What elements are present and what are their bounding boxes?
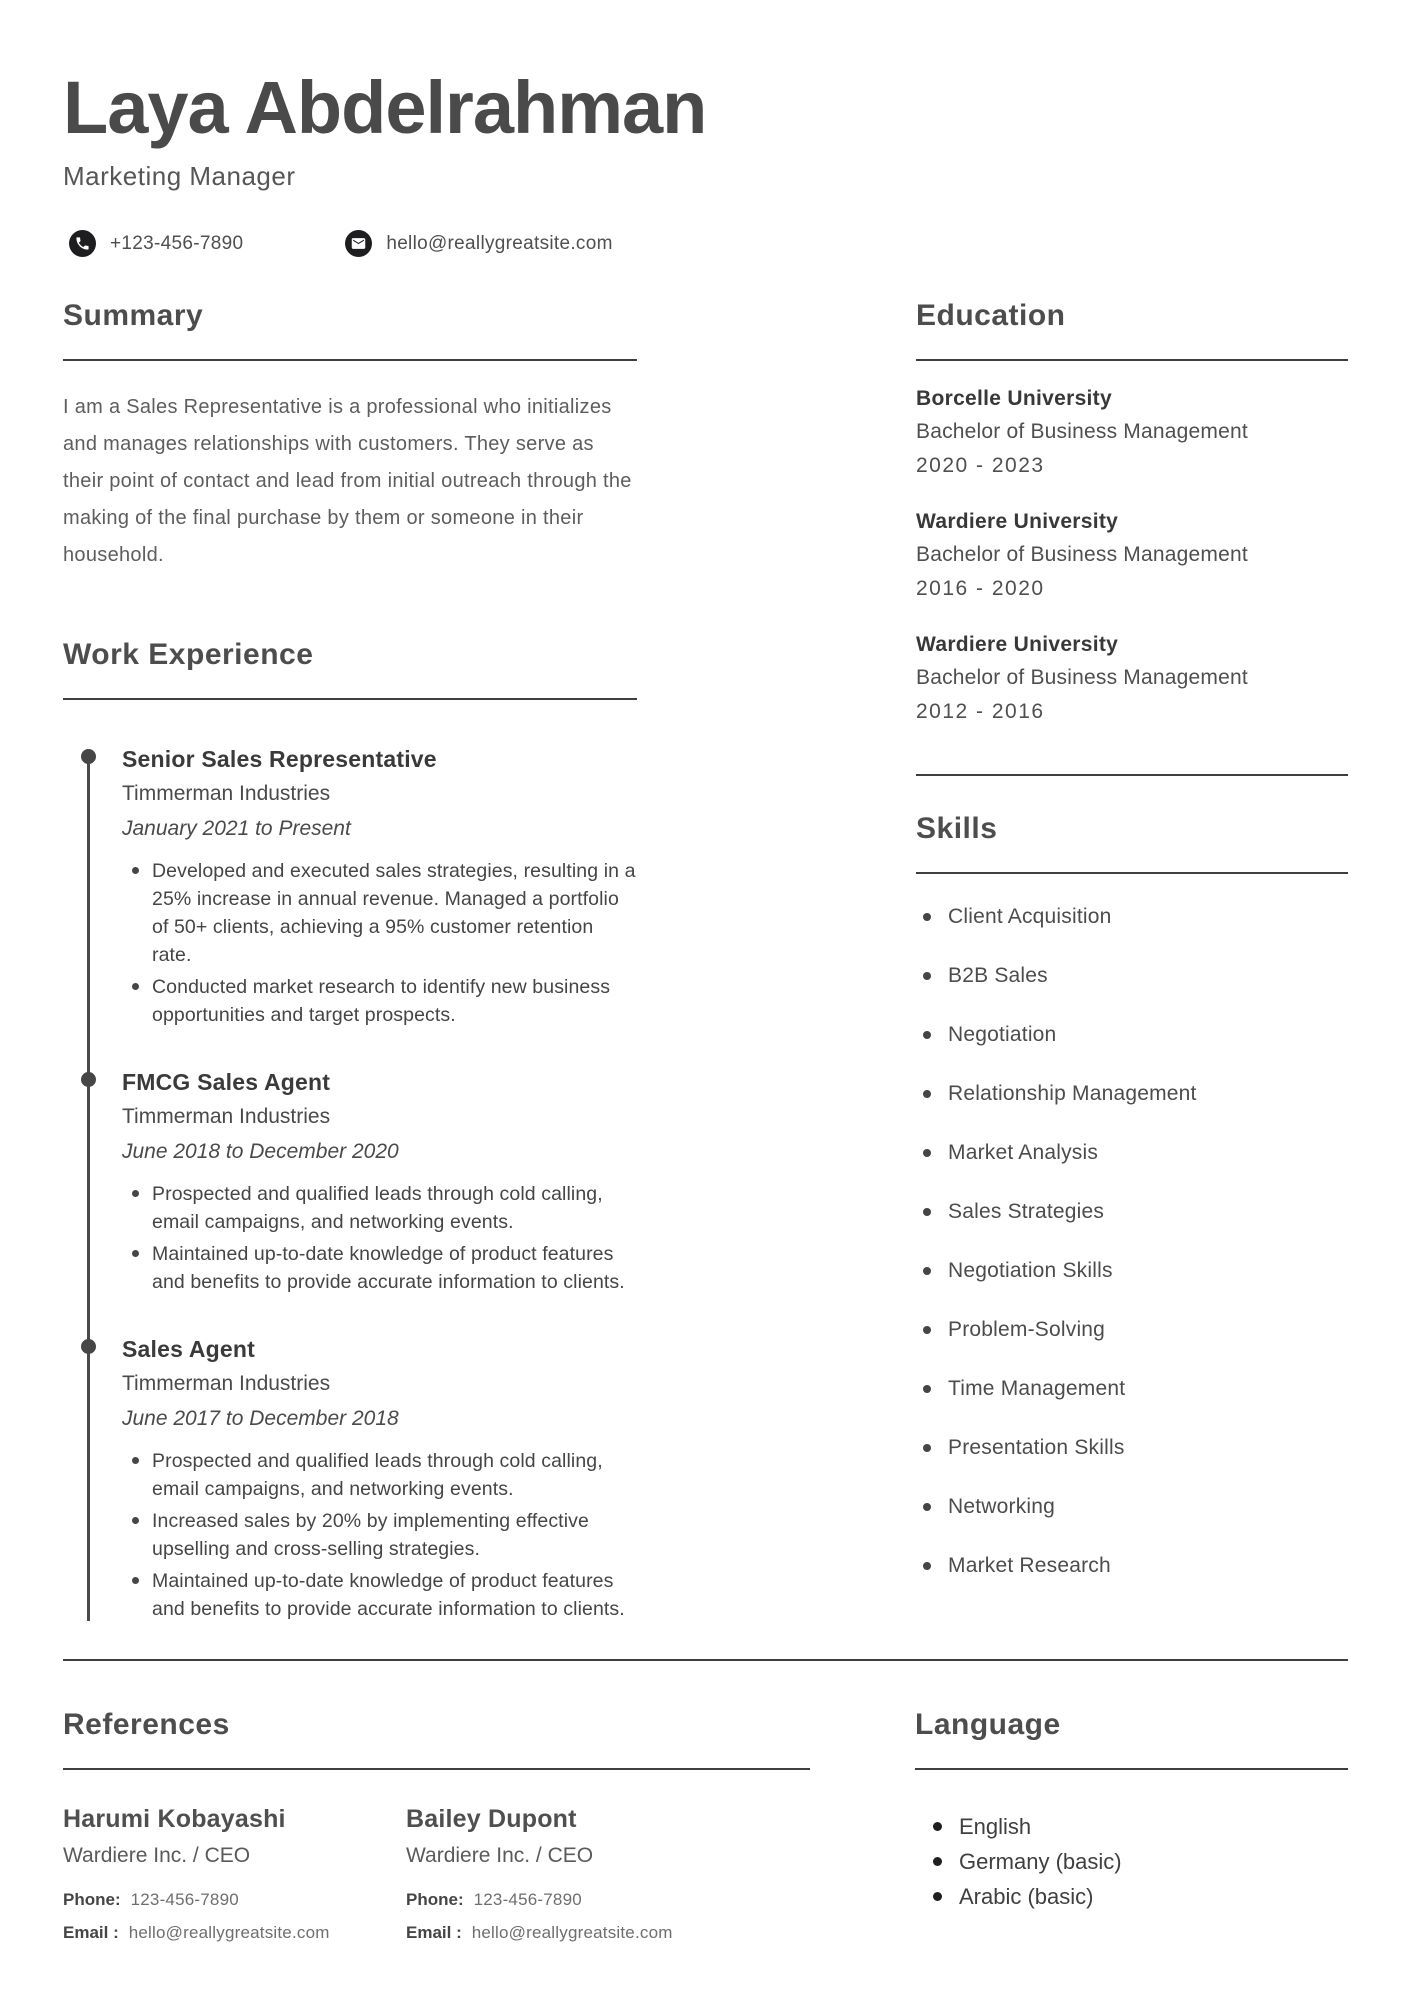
person-name: Laya Abdelrahman <box>63 66 707 149</box>
skill-item: Networking <box>948 1496 1348 1518</box>
summary-heading: Summary <box>63 299 204 333</box>
years: 2016 - 2020 <box>916 577 1045 601</box>
references-section <box>63 1708 915 1943</box>
job-dates: June 2017 to December 2018 <box>122 1407 399 1431</box>
job-bullet: Maintained up-to-date knowledge of product features and benefits to provide accurate information to clients. <box>152 1567 637 1623</box>
skill-item: Presentation Skills <box>948 1437 1348 1459</box>
phone-label: Phone: <box>63 1890 121 1910</box>
education-list <box>916 387 1348 724</box>
phone-icon <box>69 230 96 257</box>
years: 2012 - 2016 <box>916 700 1045 724</box>
timeline-dot <box>81 749 96 764</box>
reference-entry <box>406 1804 915 1943</box>
education-entry <box>916 633 1348 724</box>
job-dates: January 2021 to Present <box>122 817 351 841</box>
job-company: Timmerman Industries <box>122 1372 331 1396</box>
job-dates: June 2018 to December 2020 <box>122 1140 399 1164</box>
section-divider <box>63 359 637 361</box>
degree: Bachelor of Business Management <box>916 420 1248 444</box>
summary-text: I am a Sales Representative is a professional who initializes and manages relationships with customers. They serve as their point of contact and lead from initial outreach through the making of the final purchase by them or someone in their household. <box>63 396 632 567</box>
skill-item: Negotiation <box>948 1024 1348 1046</box>
bottom-row <box>0 1659 1414 1943</box>
section-divider <box>63 698 637 700</box>
job-company: Timmerman Industries <box>122 1105 331 1129</box>
main-columns <box>0 299 1414 1623</box>
phone-label: Phone: <box>406 1890 464 1910</box>
job-entry <box>122 1336 637 1623</box>
job-title: Sales Agent <box>122 1336 256 1363</box>
job-title: FMCG Sales Agent <box>122 1069 331 1096</box>
contact-phone <box>69 230 243 257</box>
right-column <box>916 299 1348 1577</box>
left-column <box>63 299 637 1623</box>
reference-title: Wardiere Inc. / CEO <box>406 1844 594 1868</box>
skill-item: Time Management <box>948 1378 1348 1400</box>
job-company: Timmerman Industries <box>122 782 331 806</box>
work-experience-heading: Work Experience <box>63 638 314 672</box>
reference-name: Harumi Kobayashi <box>63 1805 286 1834</box>
reference-email-row <box>406 1923 915 1943</box>
job-bullet: Prospected and qualified leads through cold calling, email campaigns, and networking events. <box>152 1180 637 1236</box>
reference-entry <box>63 1804 406 1943</box>
skill-item: Market Research <box>948 1555 1348 1577</box>
header <box>0 0 1414 257</box>
section-divider <box>916 359 1348 361</box>
reference-name: Bailey Dupont <box>406 1805 577 1834</box>
section-divider <box>63 1768 810 1770</box>
job-entry <box>122 1069 637 1296</box>
language-list <box>915 1814 1348 1910</box>
section-divider <box>915 1768 1348 1770</box>
school-name: Wardiere University <box>916 510 1119 534</box>
skill-item: Client Acquisition <box>948 906 1348 928</box>
reference-title: Wardiere Inc. / CEO <box>63 1844 251 1868</box>
language-heading: Language <box>915 1708 1061 1742</box>
language-item: Arabic (basic) <box>959 1884 1348 1910</box>
phone-number: +123-456-7890 <box>110 232 244 254</box>
timeline-dot <box>81 1339 96 1354</box>
job-bullet: Developed and executed sales strategies, resulting in a 25% increase in annual revenue. Managed a portfolio of 50+ clients, achieving a 95% customer retention rate. <box>152 857 637 969</box>
job-bullet-list <box>122 857 637 1029</box>
education-section <box>916 299 1348 776</box>
skill-item: Sales Strategies <box>948 1201 1348 1223</box>
contact-email <box>345 230 612 257</box>
job-bullet-list <box>122 1180 637 1296</box>
timeline-line <box>87 756 90 1621</box>
section-divider <box>916 872 1348 874</box>
reference-email-row <box>63 1923 406 1943</box>
skills-list <box>916 906 1348 1577</box>
education-entry <box>916 510 1348 601</box>
bottom-columns <box>63 1661 1348 1943</box>
job-bullet: Conducted market research to identify new business opportunities and target prospects. <box>152 973 637 1029</box>
phone-value: 123-456-7890 <box>473 1890 582 1910</box>
job-bullet: Increased sales by 20% by implementing effective upselling and cross-selling strategies. <box>152 1507 637 1563</box>
job-entry <box>122 746 637 1029</box>
school-name: Borcelle University <box>916 387 1112 411</box>
years: 2020 - 2023 <box>916 454 1045 478</box>
email-label: Email : <box>63 1923 119 1943</box>
skills-section <box>916 812 1348 1577</box>
degree: Bachelor of Business Management <box>916 543 1248 567</box>
summary-section <box>63 299 637 574</box>
education-entry <box>916 387 1348 478</box>
timeline-dot <box>81 1072 96 1087</box>
job-timeline <box>88 746 637 1623</box>
email-value: hello@reallygreatsite.com <box>128 1923 330 1943</box>
education-heading: Education <box>916 299 1066 333</box>
skill-item: Market Analysis <box>948 1142 1348 1164</box>
language-section <box>915 1708 1348 1910</box>
job-bullet-list <box>122 1447 637 1623</box>
email-address: hello@reallygreatsite.com <box>386 232 613 254</box>
language-item: Germany (basic) <box>959 1849 1348 1875</box>
email-label: Email : <box>406 1923 462 1943</box>
language-item: English <box>959 1814 1348 1840</box>
email-value: hello@reallygreatsite.com <box>471 1923 673 1943</box>
reference-phone-row <box>406 1890 915 1910</box>
reference-cards <box>63 1804 915 1943</box>
skill-item: B2B Sales <box>948 965 1348 987</box>
phone-value: 123-456-7890 <box>130 1890 239 1910</box>
section-divider <box>916 774 1348 776</box>
degree: Bachelor of Business Management <box>916 666 1248 690</box>
school-name: Wardiere University <box>916 633 1119 657</box>
work-experience-section <box>63 638 637 1623</box>
contact-row <box>63 230 1348 257</box>
reference-phone-row <box>63 1890 406 1910</box>
skill-item: Problem-Solving <box>948 1319 1348 1341</box>
skill-item: Negotiation Skills <box>948 1260 1348 1282</box>
email-icon <box>345 230 372 257</box>
job-bullet: Maintained up-to-date knowledge of product features and benefits to provide accurate information to clients. <box>152 1240 637 1296</box>
skills-heading: Skills <box>916 812 998 846</box>
job-title: Senior Sales Representative <box>122 746 437 773</box>
job-bullet: Prospected and qualified leads through cold calling, email campaigns, and networking events. <box>152 1447 637 1503</box>
person-job-title: Marketing Manager <box>63 161 296 192</box>
skill-item: Relationship Management <box>948 1083 1348 1105</box>
references-heading: References <box>63 1708 230 1742</box>
